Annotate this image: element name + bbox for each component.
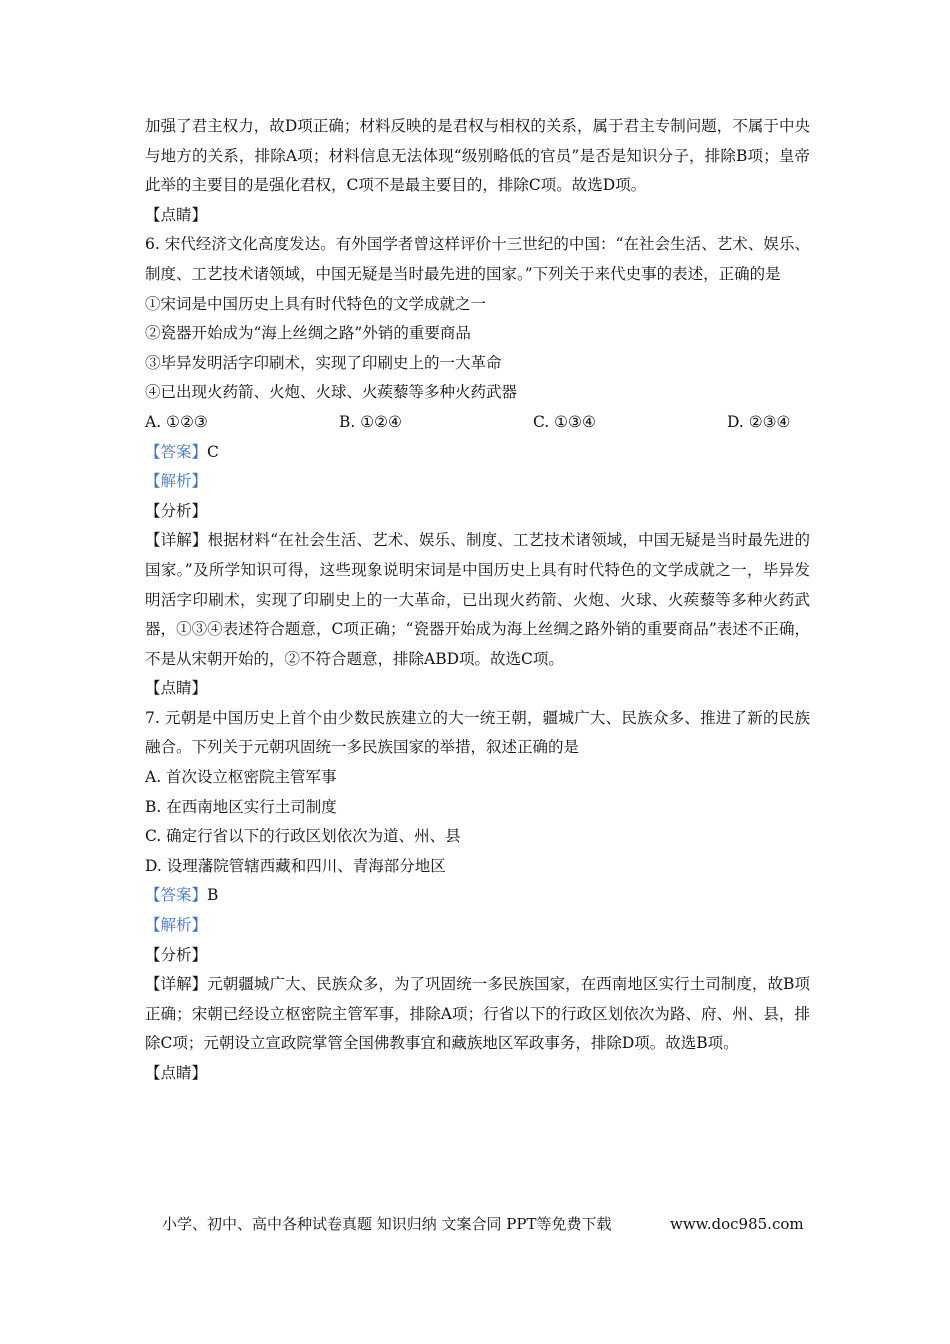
q6-answer: C <box>207 442 219 461</box>
q6-item: ③毕异发明活字印刷术，实现了印刷史上的一大革命 <box>145 353 502 372</box>
q6-option-b: B. ①②④ <box>339 412 402 431</box>
page-footer <box>162 1210 802 1238</box>
q6-item: ①宋词是中国历史上具有时代特色的文学成就之一 <box>145 294 487 313</box>
intro-paragraph: 加强了君主权力，故D项正确；材料反映的是君权与相权的关系，属于君主专制问题，不属于中央与地方的关系，排除A项；材料信息无法体现“级别略低的官员”是否是知识分子，排除B项；皇帝此举的主要目的是强化君权，C项不是最主要目的，排除C项。故选D项。 <box>145 117 810 195</box>
q7-stem: 7. 元朝是中国历史上首个由少数民族建立的大一统王朝，疆城广大、民族众多、推进了新的民族融合。下列关于元朝巩固统一多民族国家的举措，叙述正确的是 <box>145 708 810 757</box>
q7-option-d: D. 设理藩院管辖西藏和四川、青海部分地区 <box>145 856 446 875</box>
q7-answer-tag: 【答案】 <box>145 886 208 905</box>
q6-detail-text: 根据材料“在社会生活、艺术、娱乐、制度、工艺技术诸领域，中国无疑是当时最先进的国家。”及所学知识可得，这些现象说明宋词是中国历史上具有时代特色的文学成就之一，毕异发明活字印刷术，实现了印刷史上的一大革命，已出现火药箭、火炮、火球、火蒺藜等多种火药武器，①③④表述符合题意，C项正确；“瓷器开始成为海上丝绸之路外销的重要商品”表述不正确，不是从宋朝开始的，②不符合题意，排除ABD项。故选C项。 <box>145 531 810 668</box>
footer-url[interactable]: www.doc985.com <box>670 1215 804 1233</box>
document-body <box>145 112 810 1089</box>
q6-item: ②瓷器开始成为“海上丝绸之路”外销的重要商品 <box>145 324 471 343</box>
q7-answer-line <box>145 881 810 911</box>
q6-answer-tag: 【答案】 <box>145 442 208 461</box>
q6-option-c: C. ①③④ <box>533 412 596 431</box>
q7-jiexi-tag: 【解析】 <box>145 916 208 935</box>
q6-option-a: A. ①②③ <box>145 412 208 431</box>
q7-option-b: B. 在西南地区实行土司制度 <box>145 797 337 816</box>
q7-fenxi-tag: 【分析】 <box>145 945 208 964</box>
q6-dianjing: 【点睛】 <box>145 679 208 698</box>
q6-answer-line <box>145 438 810 468</box>
q7-option-a: A. 首次设立枢密院主管军事 <box>145 768 337 787</box>
q6-option-d: D. ②③④ <box>727 412 791 431</box>
q7-detail <box>145 970 810 1059</box>
q7-detail-text: 元朝疆城广大、民族众多，为了巩固统一多民族国家，在西南地区实行土司制度，故B项正确；宋朝已经设立枢密院主管军事，排除A项；行省以下的行政区划依次为路、府、州、县，排除C项；元朝设立宣政院掌管全国佛教事宜和藏族地区军政事务，排除D项。故选B项。 <box>145 975 810 1053</box>
footer-text: 小学、初中、高中各种试卷真题 知识归纳 文案合同 PPT等免费下载 <box>162 1215 612 1233</box>
q6-detail-tag: 【详解】 <box>145 531 208 550</box>
q7-option-c: C. 确定行省以下的行政区划依次为道、州、县 <box>145 827 461 846</box>
q7-dianjing: 【点睛】 <box>145 1064 208 1082</box>
q7-answer: B <box>207 886 219 905</box>
q6-fenxi-tag: 【分析】 <box>145 501 208 520</box>
q6-options <box>145 408 810 438</box>
q6-stem: 6. 宋代经济文化高度发达。有外国学者曾这样评价十三世纪的中国：“在社会生活、艺术、娱乐、制度、工艺技术诸领域，中国无疑是当时最先进的国家。”下列关于来代史事的表述，正确的是 <box>145 235 810 283</box>
q6-jiexi-tag: 【解析】 <box>145 472 208 491</box>
q6-detail <box>145 526 810 674</box>
dianjing-label: 【点睛】 <box>145 205 208 224</box>
q7-detail-tag: 【详解】 <box>145 975 208 994</box>
q6-item: ④已出现火药箭、火炮、火球、火蒺藜等多种火药武器 <box>145 383 518 402</box>
